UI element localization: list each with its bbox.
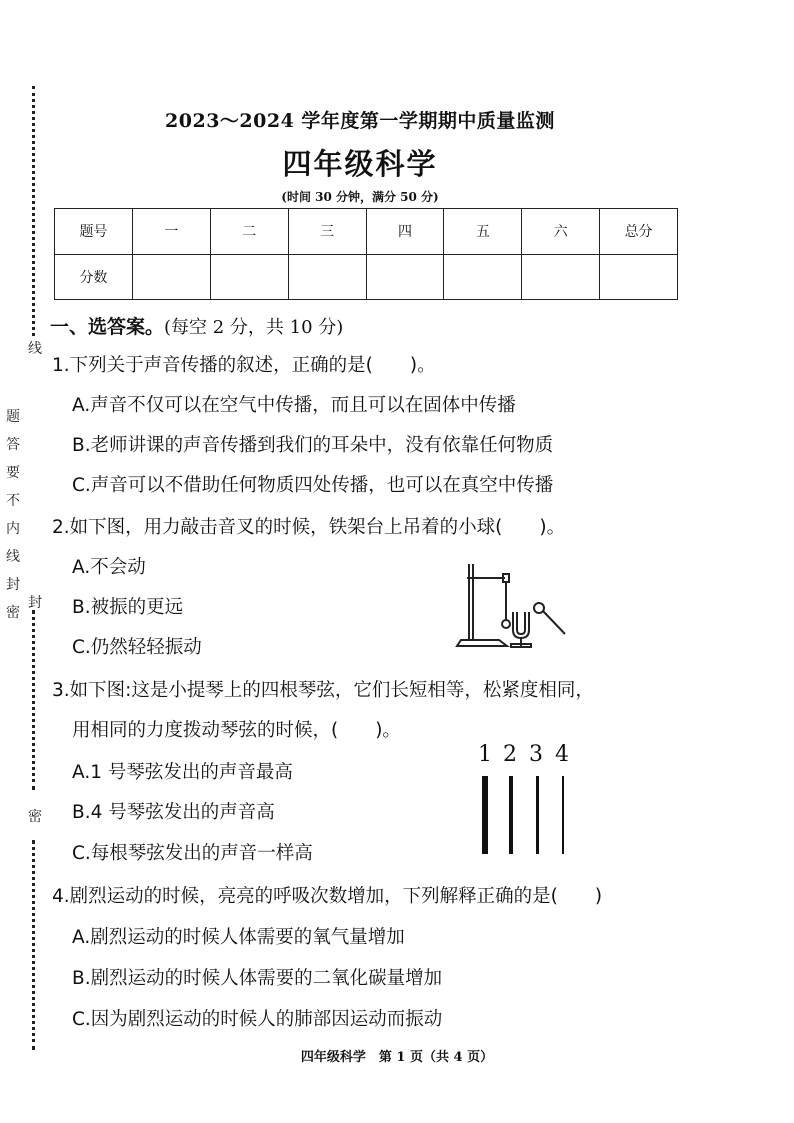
violin-strings-figure xyxy=(470,742,580,857)
score-table-cell: 六 xyxy=(522,209,600,255)
binding-char: 题 xyxy=(6,409,20,425)
exam-title: 2023～2024 学年度第一学期期中质量监测 xyxy=(165,110,555,132)
string-label: 4 xyxy=(555,742,569,767)
score-table-score-row xyxy=(55,254,678,300)
violin-string-2 xyxy=(509,776,513,854)
score-table-cell: 一 xyxy=(132,209,210,255)
score-table-header-row xyxy=(55,209,678,255)
binding-char: 密 xyxy=(28,809,42,825)
question-2-stem: 2.如下图，用力敲击音叉的时候，铁架台上吊着的小球( )。 xyxy=(52,517,566,538)
binding-char: 要 xyxy=(6,465,20,481)
score-table-cell: 四 xyxy=(366,209,444,255)
subject-title: 四年级科学 xyxy=(282,147,438,181)
dotted-cut-line xyxy=(32,840,35,1050)
score-table-cell: 总分 xyxy=(600,209,678,255)
binding-char: 不 xyxy=(6,493,20,509)
question-3-stem: 3.如下图:这是小提琴上的四根琴弦，它们长短相等，松紧度相同， xyxy=(52,680,594,701)
string-label: 2 xyxy=(503,742,517,767)
binding-char: 封 xyxy=(6,577,20,593)
score-input-cell[interactable] xyxy=(600,254,678,300)
violin-string-1 xyxy=(482,776,488,854)
question-3-option-c[interactable]: C.每根琴弦发出的声音一样高 xyxy=(72,843,313,864)
question-2-option-a[interactable]: A.不会动 xyxy=(72,557,146,578)
score-table-cell: 二 xyxy=(210,209,288,255)
section-note: (每空 2 分，共 10 分) xyxy=(164,317,344,338)
question-1-option-a[interactable]: A.声音不仅可以在空气中传播，而且可以在固体中传播 xyxy=(72,395,516,416)
binding-char: 内 xyxy=(6,521,20,537)
violin-string-4 xyxy=(562,776,564,854)
question-3-option-a[interactable]: A.1 号琴弦发出的声音最高 xyxy=(72,762,293,783)
question-4-option-b[interactable]: B.剧烈运动的时候人体需要的二氧化碳量增加 xyxy=(72,968,443,989)
question-2-option-c[interactable]: C.仍然轻轻振动 xyxy=(72,637,202,658)
question-4-option-a[interactable]: A.剧烈运动的时候人体需要的氧气量增加 xyxy=(72,927,405,948)
string-label: 3 xyxy=(529,742,543,767)
question-3-option-b[interactable]: B.4 号琴弦发出的声音高 xyxy=(72,802,275,823)
question-1-option-b[interactable]: B.老师讲课的声音传播到我们的耳朵中，没有依靠任何物质 xyxy=(72,435,554,456)
binding-char: 线 xyxy=(6,549,20,565)
score-table-cell: 五 xyxy=(444,209,522,255)
score-table-cell: 三 xyxy=(288,209,366,255)
dotted-cut-line xyxy=(32,610,35,790)
violin-string-3 xyxy=(536,776,539,854)
binding-char: 密 xyxy=(6,605,20,621)
question-4-stem: 4.剧烈运动的时候，亮亮的呼吸次数增加，下列解释正确的是( ) xyxy=(52,886,603,907)
question-2-option-b[interactable]: B.被振的更远 xyxy=(72,597,184,618)
binding-margin xyxy=(0,80,52,1060)
score-input-cell[interactable] xyxy=(522,254,600,300)
score-table xyxy=(54,208,678,300)
question-3-stem-continued: 用相同的力度拨动琴弦的时候，( )。 xyxy=(72,720,401,741)
question-4-option-c[interactable]: C.因为剧烈运动的时候人的肺部因运动而振动 xyxy=(72,1009,443,1030)
binding-char: 线 xyxy=(28,341,42,357)
section-heading xyxy=(50,312,343,339)
tuning-fork-stand-figure xyxy=(455,560,575,650)
score-input-cell[interactable] xyxy=(444,254,522,300)
page-footer: 四年级科学 第 1 页（共 4 页） xyxy=(300,1050,494,1065)
binding-char: 答 xyxy=(6,437,20,453)
score-input-cell[interactable] xyxy=(132,254,210,300)
score-row-label: 分数 xyxy=(55,254,133,300)
question-1-option-c[interactable]: C.声音可以不借助任何物质四处传播，也可以在真空中传播 xyxy=(72,475,554,496)
question-1-stem: 1.下列关于声音传播的叙述，正确的是( )。 xyxy=(52,355,436,376)
time-note: (时间 30 分钟，满分 50 分) xyxy=(281,190,439,204)
score-table-cell: 题号 xyxy=(55,209,133,255)
score-input-cell[interactable] xyxy=(288,254,366,300)
score-input-cell[interactable] xyxy=(366,254,444,300)
section-title: 一、选答案。 xyxy=(50,316,165,338)
string-label: 1 xyxy=(478,742,492,767)
score-input-cell[interactable] xyxy=(210,254,288,300)
binding-char: 封 xyxy=(28,595,42,611)
